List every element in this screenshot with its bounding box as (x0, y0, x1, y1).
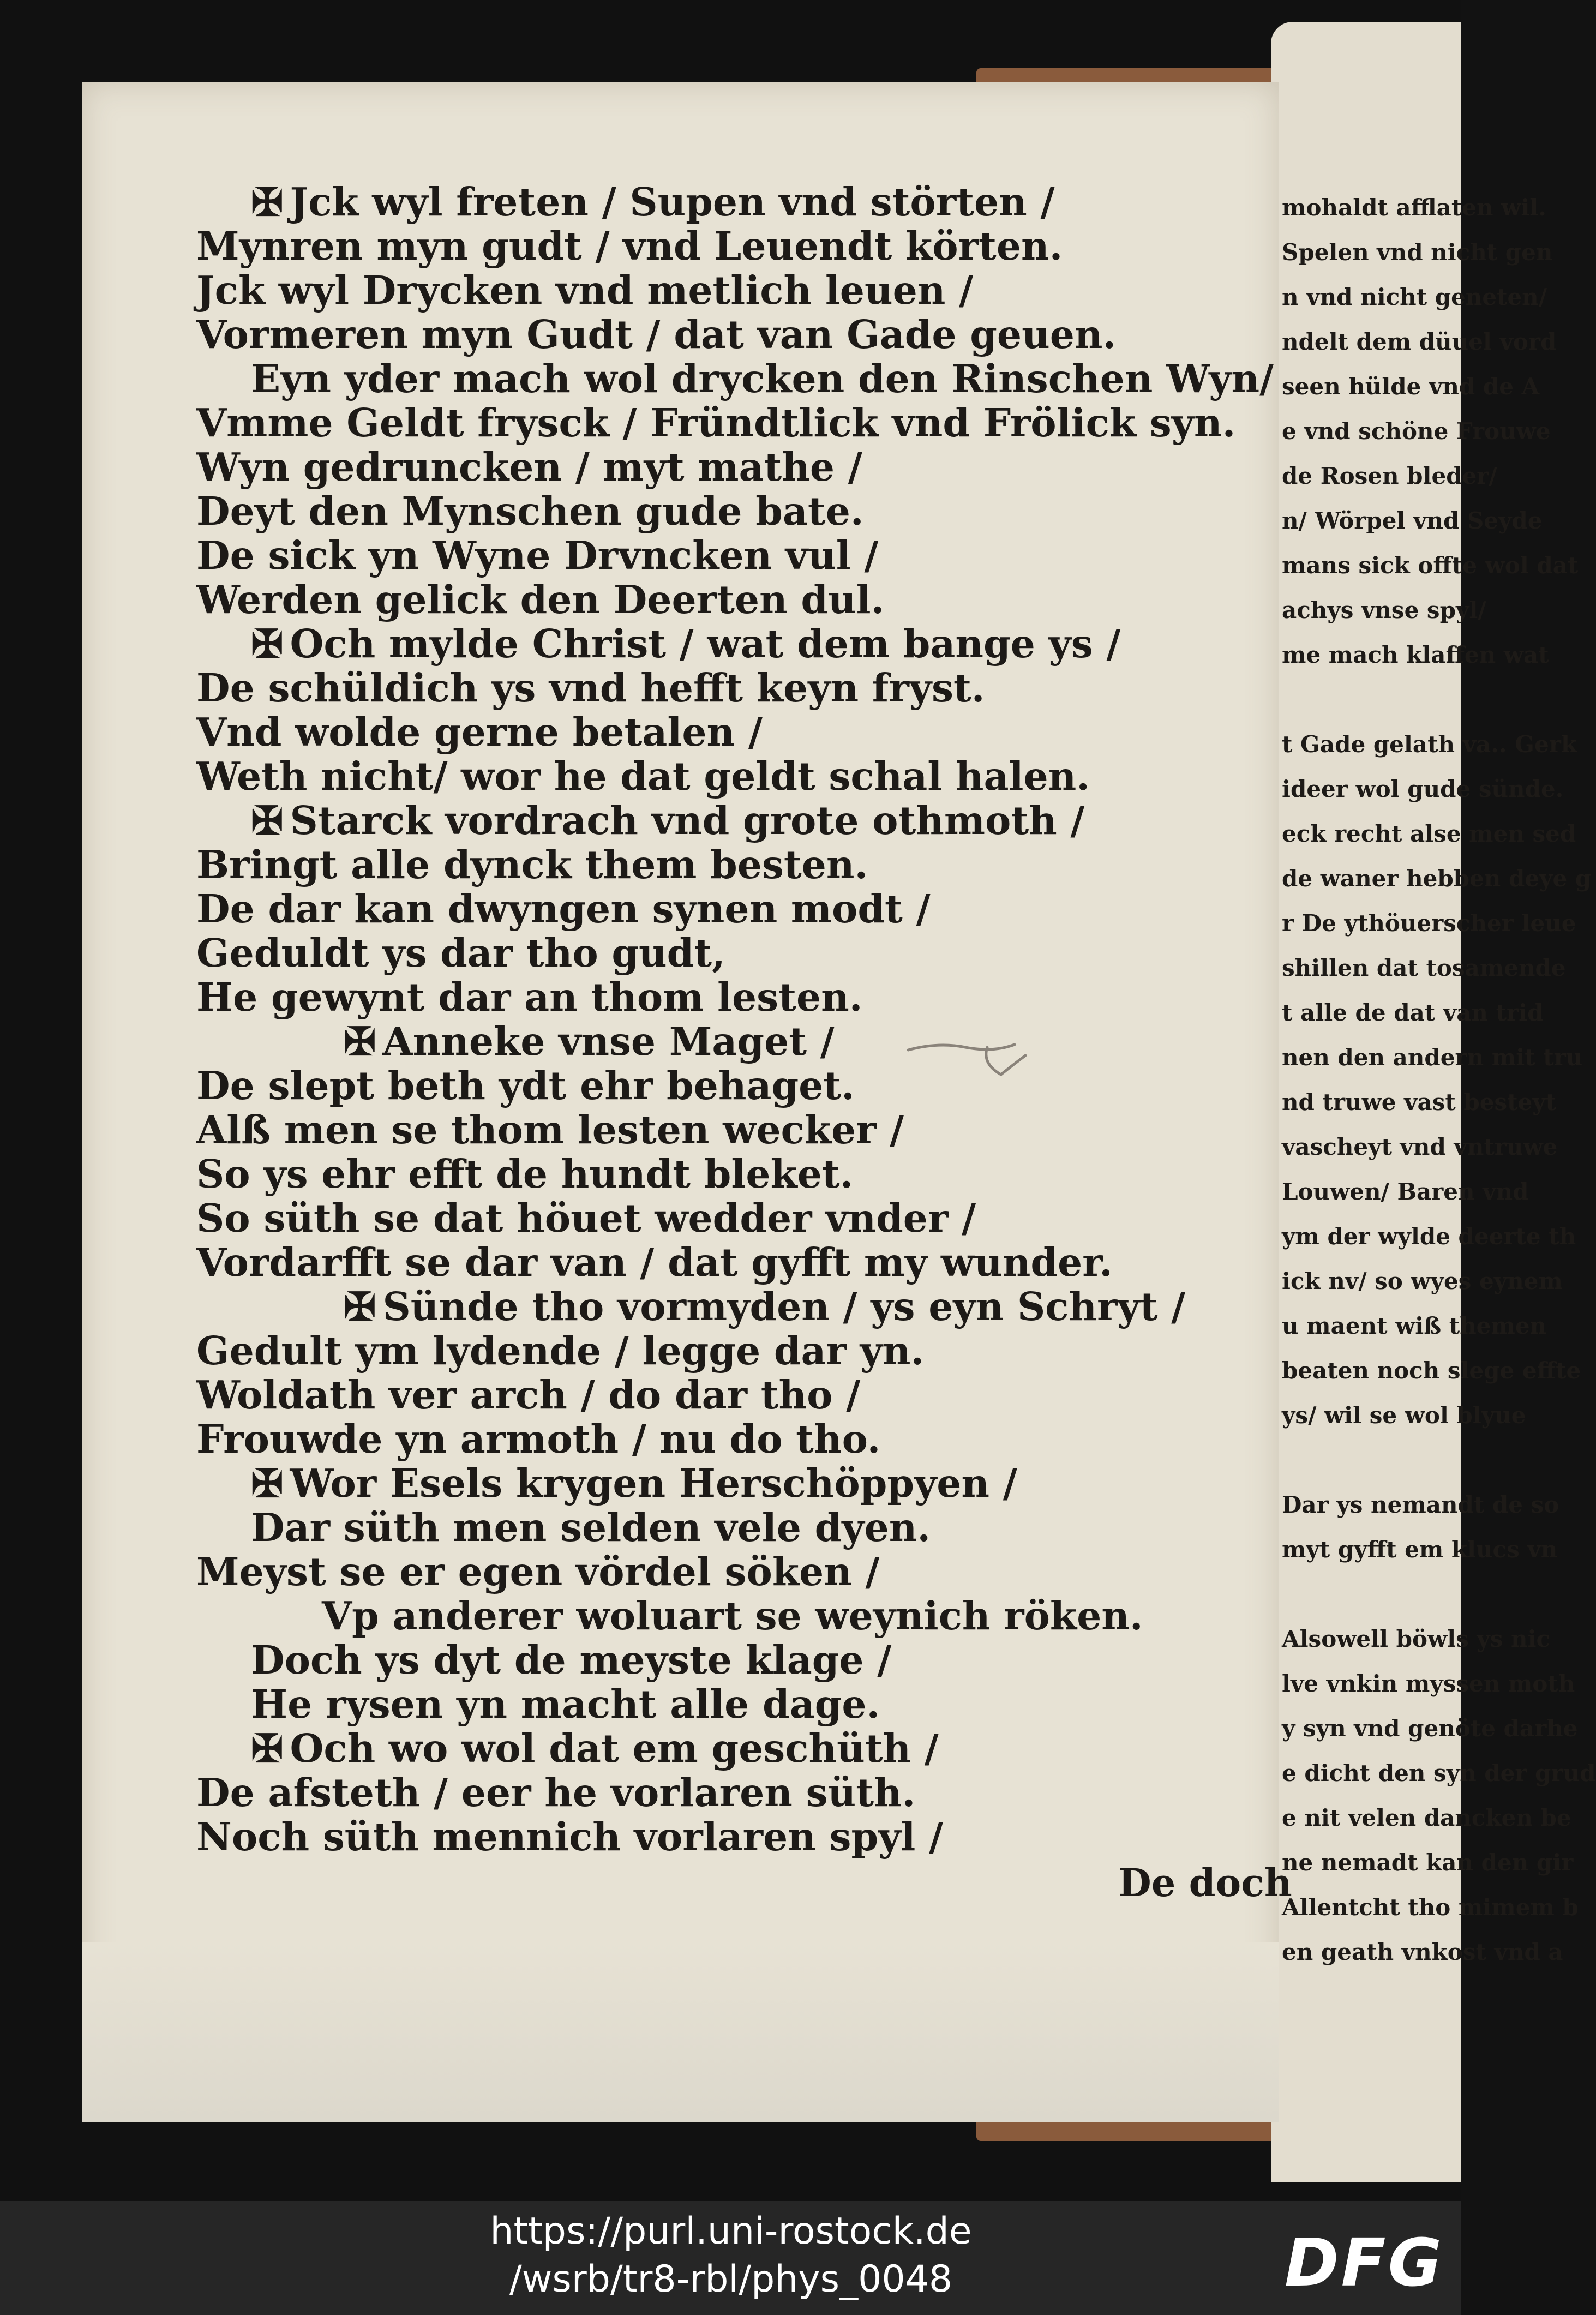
verse-line-text: Starck vordrach vnd grote othmoth / (290, 797, 1085, 843)
verse-line (196, 313, 1276, 357)
verse-line-text: Jck wyl Drycken vnd metlich leuen / (196, 267, 974, 313)
facing-page-line: e dicht den syn der grud (1282, 1760, 1596, 1786)
url-line-2[interactable]: /wsrb/tr8-rbl/phys_0048 (509, 2258, 953, 2301)
facing-page-line: n vnd nicht geneten/ (1282, 284, 1547, 310)
verse-line-text: Bringt alle dynck them besten. (196, 842, 868, 887)
verse-line (196, 224, 1276, 268)
verse-line-text: Gedult ym lydende / legge dar yn. (196, 1328, 925, 1374)
verse-line-text: Werden gelick den Deerten dul. (196, 577, 885, 622)
verse-line (196, 268, 1276, 313)
verse-line-text: De slept beth ydt ehr behaget. (196, 1063, 855, 1108)
facing-page-line: nen den andern mit tru (1282, 1044, 1583, 1071)
facing-page-line: Dar ys nemandt de so (1282, 1491, 1559, 1518)
facing-page-line: shillen dat tosamende (1282, 955, 1566, 981)
verse-line (196, 1461, 1276, 1506)
verse-line-text: He gewynt dar an thom lesten. (196, 974, 863, 1020)
verse-line (196, 489, 1276, 533)
verse-line-text: Noch süth mennich vorlaren spyl / (196, 1814, 944, 1860)
verse-line-text: So süth se dat höuet wedder vnder / (196, 1195, 976, 1241)
verse-line-text: Mynren myn gudt / vnd Leuendt körten. (196, 223, 1063, 269)
verse-line (196, 180, 1276, 224)
verse-line (196, 1726, 1276, 1771)
verse-line-text: Och mylde Christ / wat dem bange ys / (290, 621, 1121, 667)
verse-line-text: So ys ehr efft de hundt bleket. (196, 1151, 854, 1197)
verse-line-text: Weth nicht/ wor he dat geldt schal halen. (196, 753, 1090, 799)
facing-page-line: e vnd schöne Frouwe (1282, 418, 1551, 445)
facing-page-line: u maent wiß themen (1282, 1312, 1547, 1339)
verse-line-text: Vordarfft se dar van / dat gyfft my wunder. (196, 1239, 1113, 1285)
verse-line-text: Vnd wolde gerne betalen / (196, 709, 763, 755)
verse-line-text: Dar süth men selden vele dyen. (251, 1504, 931, 1550)
facing-page-line: e nit velen dancken be (1282, 1804, 1571, 1831)
verse-line (196, 1064, 1276, 1108)
verse-line-text: Wyn gedruncken / myt mathe / (196, 444, 862, 490)
facing-page-line: y syn vnd genöte darhe (1282, 1715, 1578, 1742)
verse-line-text: De dar kan dwyngen synen modt / (196, 886, 931, 932)
pencil-annotation-mark (905, 1031, 1036, 1080)
url-line-1[interactable]: https://purl.uni-rostock.de (490, 2210, 972, 2253)
verse-line (196, 1373, 1276, 1417)
verse-line (196, 1240, 1276, 1285)
verse-line (196, 622, 1276, 666)
facing-page-line (1282, 1572, 1555, 1617)
dfg-logo: DFG (1285, 2226, 1444, 2301)
facing-page-line: lve vnkin myssen moth (1282, 1670, 1575, 1697)
verse-line-text: Eyn yder mach wol drycken den Rinschen Wyn/ (251, 356, 1274, 401)
facing-page-line: Alsowell böwls ys nic (1282, 1626, 1551, 1652)
facing-page-line: vascheyt vnd vntruwe (1282, 1133, 1558, 1160)
permalink-url[interactable] (393, 2208, 1069, 2304)
verse-line-text: De sick yn Wyne Drvncken vul / (196, 532, 879, 578)
verse-line (196, 1550, 1276, 1594)
verse-line (196, 799, 1276, 843)
facing-page-line: r De ythöuerscher leue (1282, 910, 1576, 937)
verse-line-text: Alß men se thom lesten wecker / (196, 1107, 904, 1153)
verse-text-block (196, 180, 1276, 1859)
facing-page-line: nd truwe vast besteyt (1282, 1089, 1557, 1115)
facing-page-line: ys/ wil se wol blyue (1282, 1402, 1526, 1429)
facing-page (1271, 22, 1596, 2182)
facing-page-line: de waner hebben deye g (1282, 865, 1592, 892)
verse-line (196, 754, 1276, 799)
verse-line (196, 1329, 1276, 1373)
verse-line-text: Vormeren myn Gudt / dat van Gade geuen. (196, 311, 1117, 357)
section-marker-icon: ✠ (251, 621, 284, 667)
verse-line (196, 1108, 1276, 1152)
verse-line-text: Frouwde yn armoth / nu do tho. (196, 1416, 881, 1462)
verse-line-text: Sünde tho vormyden / ys eyn Schryt / (382, 1284, 1186, 1329)
facing-page-line: ideer wol gude sünde. (1282, 776, 1564, 802)
facing-page-line: achys vnse spyl/ (1282, 597, 1486, 623)
section-marker-icon: ✠ (344, 1018, 376, 1064)
facing-page-line: Allentcht tho mimem b (1282, 1894, 1579, 1921)
verse-line (196, 1594, 1276, 1638)
facing-page-line: eck recht alse men sed (1282, 820, 1576, 847)
verse-line (196, 710, 1276, 754)
facing-page-line (1282, 1438, 1555, 1483)
verse-line-text: He rysen yn macht alle dage. (251, 1681, 880, 1727)
facing-page-line: en geath vnkost vnd a (1282, 1939, 1563, 1965)
verse-line (196, 931, 1276, 975)
verse-line-text: Vp anderer woluart se weynich röken. (322, 1593, 1143, 1639)
verse-line-text: Vmme Geldt frysck / Fründtlick vnd Frölick syn. (196, 400, 1236, 446)
facing-page-line: mohaldt afflaten wil. (1282, 194, 1546, 221)
verse-line-text: Doch ys dyt de meyste klage / (251, 1637, 892, 1683)
facing-page-line (1282, 677, 1555, 722)
verse-line (196, 975, 1276, 1019)
catchword: De doch (1118, 1860, 1292, 1905)
verse-line-text: De schüldich ys vnd hefft keyn fryst. (196, 665, 985, 711)
facing-page-line: ndelt dem düuel vord (1282, 328, 1557, 355)
facing-page-line: Louwen/ Baren vnd (1282, 1178, 1529, 1205)
facing-page-line: n/ Wörpel vnd Seyde (1282, 507, 1543, 534)
verse-line (196, 843, 1276, 887)
verse-line-text: Woldath ver arch / do dar tho / (196, 1372, 861, 1418)
facing-page-line: Spelen vnd nicht gen (1282, 239, 1553, 266)
verse-line-text: Och wo wol dat em geschüth / (290, 1725, 939, 1771)
verse-line-text: Wor Esels krygen Herschöppyen / (290, 1460, 1017, 1506)
facing-page-line: me mach klaffen wat (1282, 641, 1549, 668)
verse-line-text: Anneke vnse Maget / (382, 1018, 835, 1064)
verse-line-text: Geduldt ys dar tho gudt, (196, 930, 725, 976)
verse-line (196, 1506, 1276, 1550)
verse-line (196, 1152, 1276, 1196)
facing-page-line: ym der wylde deerte th (1282, 1223, 1576, 1250)
verse-line (196, 401, 1276, 445)
facing-page-line: t Gade gelath va.. Gerk (1282, 731, 1577, 758)
facing-page-line: mans sick offte wol dat (1282, 552, 1579, 579)
verse-line (196, 1638, 1276, 1682)
verse-line-text: Meyst se er egen vördel söken / (196, 1549, 880, 1594)
facing-page-line: myt gyfft em klucs vn (1282, 1536, 1558, 1563)
facing-page-line: ne nemadt kan den gir (1282, 1849, 1574, 1876)
facing-page-line: beaten noch slege effte (1282, 1357, 1581, 1384)
verse-line (196, 578, 1276, 622)
page-bottom-margin (82, 1942, 1279, 2122)
verse-line (196, 1019, 1276, 1064)
section-marker-icon: ✠ (344, 1284, 376, 1329)
verse-line (196, 887, 1276, 931)
section-marker-icon: ✠ (251, 1725, 284, 1771)
verse-line (196, 357, 1276, 401)
facing-page-line: de Rosen bleder/ (1282, 463, 1497, 489)
facing-page-line: ick nv/ so wyes eynem (1282, 1268, 1563, 1294)
facing-page-text (1282, 185, 1596, 1975)
verse-line (196, 1285, 1276, 1329)
verse-line-text: Jck wyl freten / Supen vnd störten / (290, 179, 1055, 225)
verse-line (196, 1417, 1276, 1461)
verse-line (196, 1682, 1276, 1726)
section-marker-icon: ✠ (251, 797, 284, 843)
verse-line (196, 533, 1276, 578)
section-marker-icon: ✠ (251, 179, 284, 225)
verse-line (196, 445, 1276, 489)
verse-line (196, 1815, 1276, 1859)
verse-line (196, 1196, 1276, 1240)
facing-page-line: t alle de dat van trid (1282, 999, 1544, 1026)
verse-line-text: De afsteth / eer he vorlaren süth. (196, 1770, 916, 1815)
verse-line-text: Deyt den Mynschen gude bate. (196, 488, 864, 534)
verse-line (196, 666, 1276, 710)
facing-page-line: seen hülde vnd de A (1282, 373, 1540, 400)
section-marker-icon: ✠ (251, 1460, 284, 1506)
verse-line (196, 1771, 1276, 1815)
